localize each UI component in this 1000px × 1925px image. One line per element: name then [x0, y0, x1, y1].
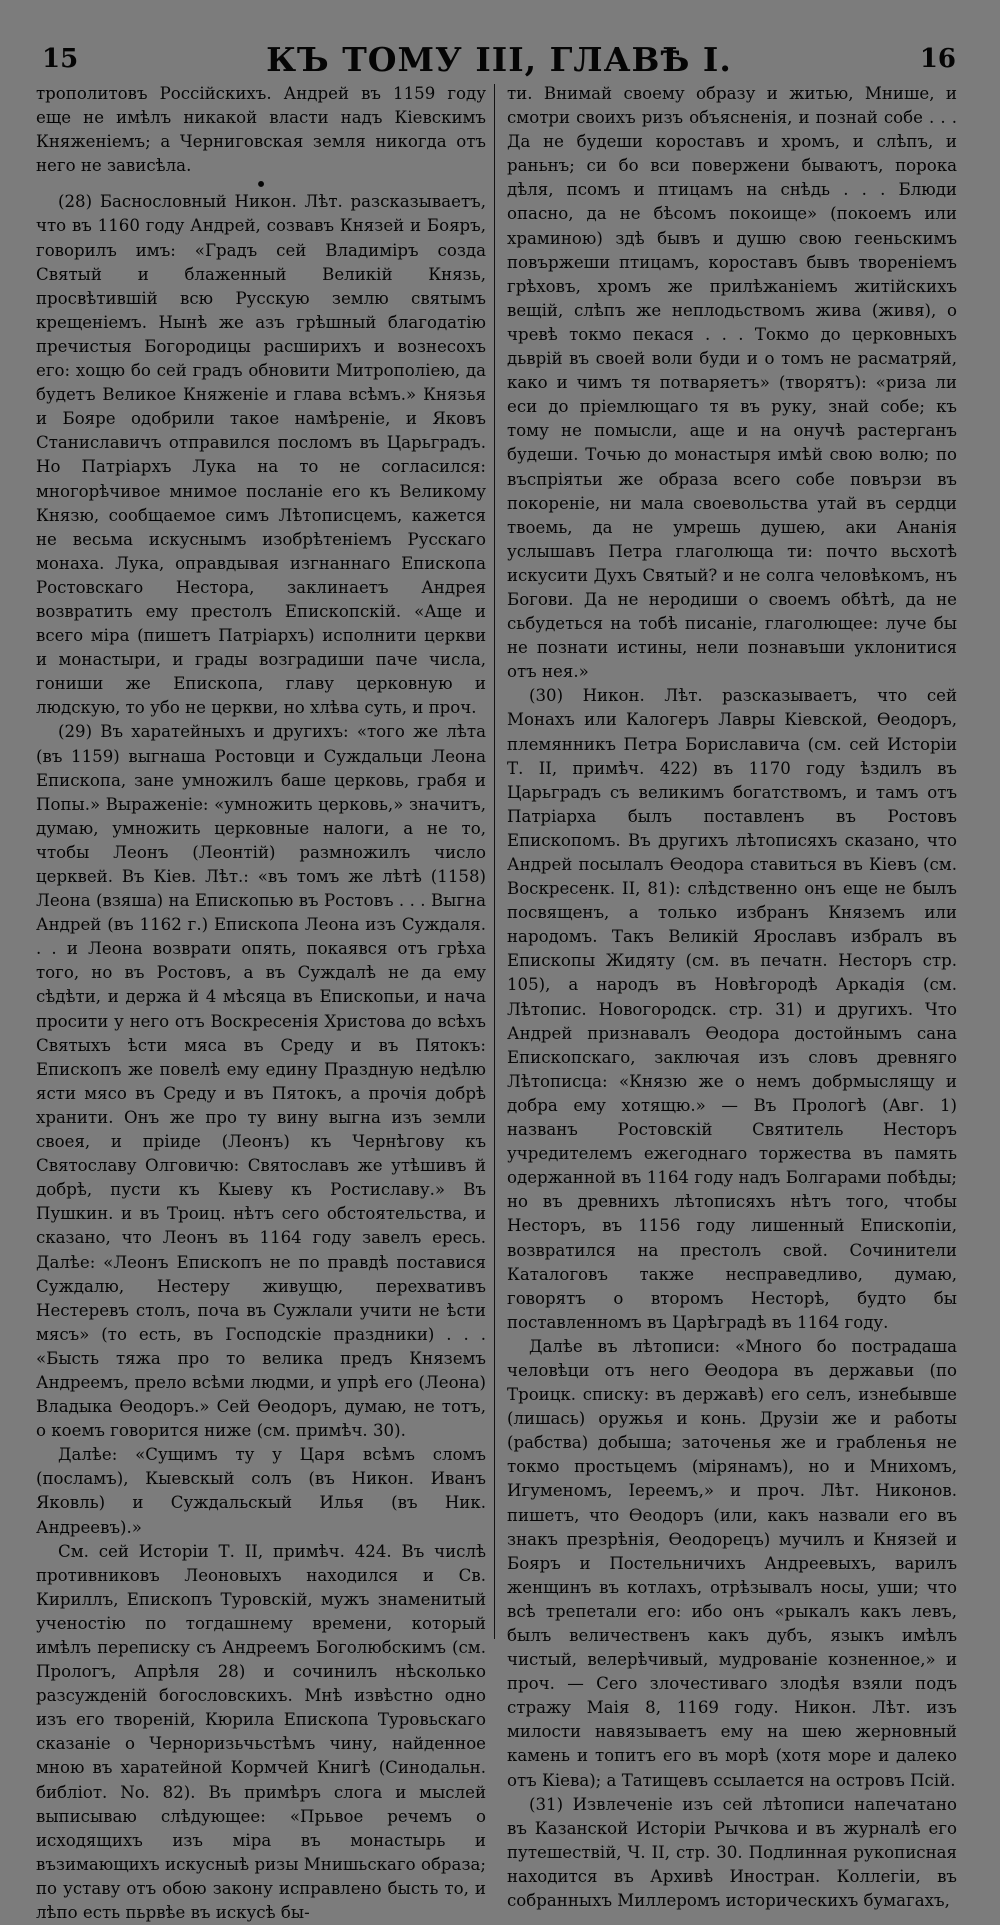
paragraph-chronicle: Далѣе въ лѣтописи: «Много бо пострадаша человѣци отъ него Ѳеодора въ державьи (по Троицк. списку: въ державѣ) его селъ, изнебывше (лишась) оружья и конь. Друзіи же и работы (рабства) добыша; заточенья же и грабленья не токмо простьцемъ (мірянамъ), но и Мнихомъ, Игуменомъ, Іереемъ,» и проч. Лѣт. Никонов. пишетъ, что Ѳеодоръ (или, какъ назвали его въ знакъ презрѣнія, Ѳеодорецъ) мучилъ и Князей и Бояръ и Постельничихъ Андреевыхъ, варилъ женщинъ въ котлахъ, отрѣзывалъ носы, уши; что всѣ трепетали его: ибо онъ «рыкалъ какъ левъ, былъ величественъ какъ дубъ, языкъ имѣлъ чистый, велерѣчивый, мудрованіе козненное,» и проч. — Сего злочестиваго злодѣя взяли подъ стражу Маія 8, 1169 году. Никон. Лѣт. изъ милости навязываетъ ему на шею жерновный камень и топитъ его въ морѣ (хотя море и далеко отъ Кіева); а Татищевъ ссылается на островъ Псій. — [507, 1336, 957, 1790]
paragraph-continuation: трополитовъ Россійскихъ. Андрей въ 1159 году еще не имѣлъ никакой власти надъ Кіевскимъ Княженіемъ; а Черниговская земля никогда отъ него не зависѣла. — [36, 84, 486, 176]
paragraph-further: Далѣе: «Сущимъ ту у Царя всѣмъ сломъ (посламъ), Кыевскый солъ (въ Никон. Иванъ Яковль) и Суждальскый Илья (въ Ник. Андреевъ).» — [36, 1445, 486, 1537]
page-number-right: 16 — [919, 44, 956, 74]
paragraph-see-history: См. сей Исторіи Т. II, примѣч. 424. Въ числѣ противниковъ Леоновыхъ находился и Св. Кириллъ, Епископъ Туровскій, мужъ знаменитый ученостію по тогдашнему времени, который имѣлъ переписку съ Андреемъ Боголюбскимъ (см. Прологъ, Апрѣля 28) и сочинилъ нѣсколько разсужденій богословскихъ. Мнѣ извѣстно одно изъ его твореній, Кюрила Епископа Туровьскаго сказаніе о Черноризьчьстѣмъ чину, найденное мною въ харатейной Кормчей Книгѣ (Синодальн. библіот. No. 82). Въ примѣръ слога и мыслей выписываю слѣдующее: «Прьвое речемъ о исходящихъ изъ міра въ монастырь и възимающихъ искусныѣ ризы Мнишьскаго образа; по уставу отъ обою закону исправлено бысть то, и лѣпо есть пьрвѣе въ искусѣ бы- — [36, 1541, 486, 1923]
note-29: (29) Въ харатейныхъ и другихъ: «того же лѣта (въ 1159) выгнаша Ростовци и Суждальци Леона Епископа, зане умножилъ баше церковь, грабя и Попы.» Выраженіе: «умножить церковь,» значитъ, думаю, умножить церковные налоги, а не то, чтобы Леонъ (Леонтій) размножилъ число церквей. Въ Кіев. Лѣт.: «въ томъ же лѣтѣ (1158) Леона (взяша) на Епископью въ Ростовъ . . . Выгна Андрей (въ 1162 г.) Епископа Леона изъ Суждаля. . . и Леона возврати опять, покаявся отъ грѣха того, но въ Ростовъ, а въ Суждалѣ не да ему сѣдѣти, и держа й 4 мѣсяца въ Епископьи, и нача просити у него отъ Воскресенія Христова до всѣхъ Святыхъ ѣсти мяса въ Среду и въ Пятокъ: Епископъ же повелѣ ему едину Праздную недѣлю ясти мясо въ Среду и въ Пятокъ, а прочія добрѣ хранити. Онъ же про ту вину выгна изъ земли своея, и пріиде (Леонъ) къ Чернѣгову къ Святославу Олговичю: Святославъ же утѣшивъ й добрѣ, пусти къ Кыеву къ Ростиславу.» Въ Пушкин. и въ Троиц. нѣтъ сего обстоятельства, и сказано, что Леонъ въ 1164 году завелъ ересь. Далѣе: «Леонъ Епископъ не по правдѣ поставися Суждалю, Нестеру живущю, перехвативъ Нестеревъ столъ, поча въ Сужлали учити не ѣсти мясъ» (то есть, въ Господскіе праздники) . . . «Бысть тяжа про то велика предъ Княземъ Андреемъ, прело всѣми людми, и упрѣ его (Леона) Владыка Ѳеодоръ.» Сей Ѳеодоръ, думаю, не тотъ, о коемъ говорится ниже (см. примѣч. 30). — [36, 722, 486, 1441]
running-title: КЪ ТОМУ III, ГЛАВѢ I. — [266, 40, 732, 79]
right-column — [495, 82, 957, 1911]
note-30: (30) Никон. Лѣт. разсказываетъ, что сей Монахъ или Калогеръ Лавры Кіевской, Ѳеодоръ, племянникъ Петра Бориславича (см. сей Исторіи Т. II, примѣч. 422) въ 1170 году ѣздилъ въ Царьградъ съ великимъ богатствомъ, и тамъ отъ Патріарха былъ поставленъ въ Ростовъ Епископомъ. Въ другихъ лѣтописяхъ сказано, что Андрей посылалъ Ѳеодора ставиться въ Кіевъ (см. Воскресенк. II, 81): слѣдственно онъ еще не былъ посвященъ, а только избранъ Княземъ или народомъ. Такъ Великій Ярославъ избралъ въ Епископы Жидяту (см. въ печатн. Несторъ стр. 105), а народъ въ Новѣгородѣ Аркадія (см. Лѣтопис. Новогородск. стр. 31) и другихъ. Что Андрей признавалъ Ѳеодора достойнымъ сана Епископскаго, заключая изъ словъ древняго Лѣтописца: «Князю же о немъ добрмыслящу и добра ему хотящю.» — Въ Прологѣ (Авг. 1) названъ Ростовскій Святитель Несторъ учредителемъ ежегоднаго торжества въ память одержанной въ 1164 году надъ Болгарами побѣды; но въ древнихъ лѣтописяхъ нѣтъ того, чтобы Несторъ, въ 1156 году лишенный Епископіи, возвратился на престолъ свой. Сочинители Каталоговъ также несправедливо, думаю, говорятъ о второмъ Несторѣ, будто бы поставленномъ въ Царѣградѣ въ 1164 году. — [507, 686, 957, 1332]
text-columns — [36, 82, 962, 1923]
note-31: (31) Извлеченіе изъ сей лѣтописи напечатано въ Казанской Исторіи Рычкова и въ журналѣ его путешествій, Ч. II, стр. 30. Подлинная рукописная находится въ Архивѣ Иностран. Коллегіи, въ собранныхъ Миллеромъ историческихъ бумагахъ, — [507, 1794, 957, 1911]
page-header — [36, 38, 962, 82]
separator-dot: • — [255, 174, 267, 195]
page-number-left: 15 — [42, 44, 79, 74]
left-column — [36, 82, 494, 1923]
note-28: (28) Баснословный Никон. Лѣт. разсказываетъ, что въ 1160 году Андрей, созвавъ Князей и Бояръ, говорилъ имъ: «Градъ сей Владиміръ созда Святый и блаженный Великій Князь, просвѣтившій всю Русскую землю святымъ крещеніемъ. Нынѣ же азъ грѣшный благодатію пречистыя Богородицы расширихъ и вознесохъ его: хощю бо сей градъ обновити Митрополіею, да будетъ Великое Княженіе и глава всѣмъ.» Князья и Бояре одобрили такое намѣреніе, и Яковъ Станиславичъ отправился посломъ въ Царьградъ. Но Патріархъ Лука на то не согласился: многорѣчивое мнимое посланіе его къ Великому Князю, сообщаемое симъ Лѣтописцемъ, кажется не весьма искуснымъ изобрѣтеніемъ Русскаго монаха. Лука, оправдывая изгнаннаго Епископа Ростовскаго Нестора, заклинаетъ Андрея возвратить ему престолъ Епископскій. «Аще и всего міра (пишетъ Патріархъ) исполнити церкви и монастыри, и грады возградиши паче числа, гониши же Епископа, главу церковную и людскую, то убо не церкви, но хлѣва суть, и проч. — [36, 192, 486, 718]
paragraph-continuation-right: ти. Внимай своему образу и житью, Мнише, и смотри своихъ ризъ объясненія, и познай собе . . . Да не будеши короставъ и хромъ, и слѣпъ, и раньнъ; си бо вси повержени бываютъ, порока дѣля, псомъ и птицамъ на снѣдь . . . Блюди опасно, да не бѣсомъ покоище» (покоемъ или храминою) здѣ бывъ и душю свою гееньскимъ повържеши птицамъ, короставъ бывъ твореніемъ грѣховъ, хромъ же прилѣжаніемъ житійскихъ вещій, слѣпъ же неплодьствомъ жива (живя), о чревѣ токмо пекася . . . Токмо до церковныхъ дьврій въ своей воли буди и о томъ не расматряй, како и чимъ тя потваряетъ» (творятъ): «риза ли еси до пріемлющаго тя въ руку, знай собе; къ тому не помысли, аще и на онучѣ растерганъ будеши. Точью до монастыря имѣй свою волю; по въспріятьи же образа всего собе повързи въ покореніе, ни мала своевольства утай въ сердци твоемь, да не умрешь душею, аки Ананія услышавъ Петра глаголюща ти: почто вьсхотѣ искусити Духъ Святый? и не солга человѣкомъ, нъ Богови. Да не неродиши о своемъ обѣтѣ, да не сьбудеться на тобѣ писаніе, глаголющее: луче бы не познати истины, нели познавъши уклонитися отъ нея.» — [507, 84, 957, 682]
